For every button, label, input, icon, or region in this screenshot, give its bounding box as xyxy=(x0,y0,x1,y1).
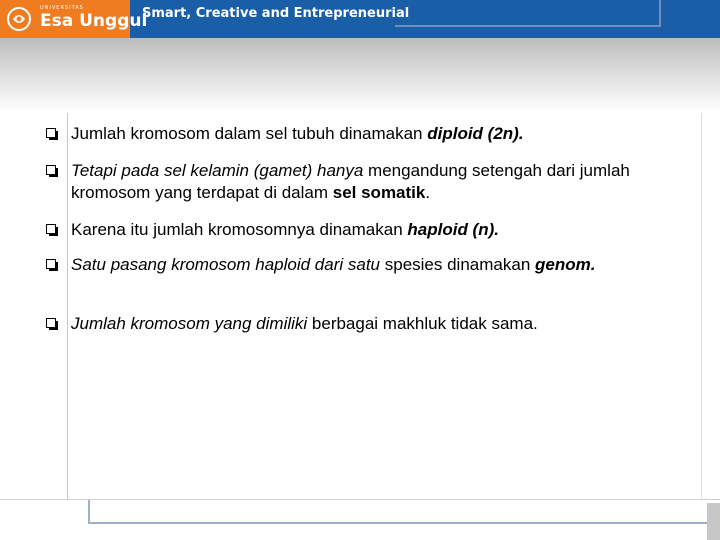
logo-university-label: UNIVERSITAS xyxy=(40,5,84,11)
university-logo xyxy=(0,0,148,38)
bullet-text-part: spesies dinamakan xyxy=(380,255,535,274)
header-tagline: Smart, Creative and Entrepreneurial xyxy=(142,6,410,21)
bullet-text-part: Tetapi pada sel kelamin (gamet) hanya xyxy=(71,161,364,180)
checkbox-bullet-icon xyxy=(46,318,56,328)
header-decor-frame xyxy=(395,0,661,27)
bullet-text-part: sel somatik xyxy=(332,183,426,202)
left-frame-line xyxy=(67,113,68,500)
bullet-text-part: haploid (n). xyxy=(407,220,499,239)
bullet-text xyxy=(71,219,681,241)
bottom-decor-frame xyxy=(88,500,710,524)
bullet-text-part: Jumlah kromosom dalam sel tubuh dinamakan xyxy=(71,124,428,143)
bullet-text xyxy=(71,123,681,145)
logo-name: Esa Unggul xyxy=(40,11,148,31)
header-bar xyxy=(0,0,720,38)
bullet-text-part: Jumlah kromosom yang dimiliki xyxy=(71,314,308,333)
bullet-text-part: . xyxy=(425,183,431,202)
bullet-text-part: mengandung setengah dari jumlah kromosom yang terdapat di dalam xyxy=(71,161,630,202)
checkbox-bullet-icon xyxy=(46,224,56,234)
bullet-text xyxy=(71,160,681,204)
bullet-text xyxy=(71,313,681,335)
checkbox-bullet-icon xyxy=(46,128,56,138)
logo-emblem-icon xyxy=(6,6,32,32)
bullet-text xyxy=(71,254,631,276)
bullet-text-part: berbagai makhluk tidak sama. xyxy=(307,314,538,333)
gradient-band xyxy=(0,38,720,113)
checkbox-bullet-icon xyxy=(46,165,56,175)
bottom-corner-block xyxy=(707,503,720,540)
checkbox-bullet-icon xyxy=(46,259,56,269)
right-frame-line xyxy=(701,113,702,500)
bullet-text-part: genom. xyxy=(535,255,596,274)
bullet-text-part: Satu pasang kromosom haploid dari satu xyxy=(71,255,381,274)
bullet-text-part: diploid (2n). xyxy=(427,124,524,143)
bullet-text-part: Karena itu jumlah kromosomnya dinamakan xyxy=(71,220,408,239)
